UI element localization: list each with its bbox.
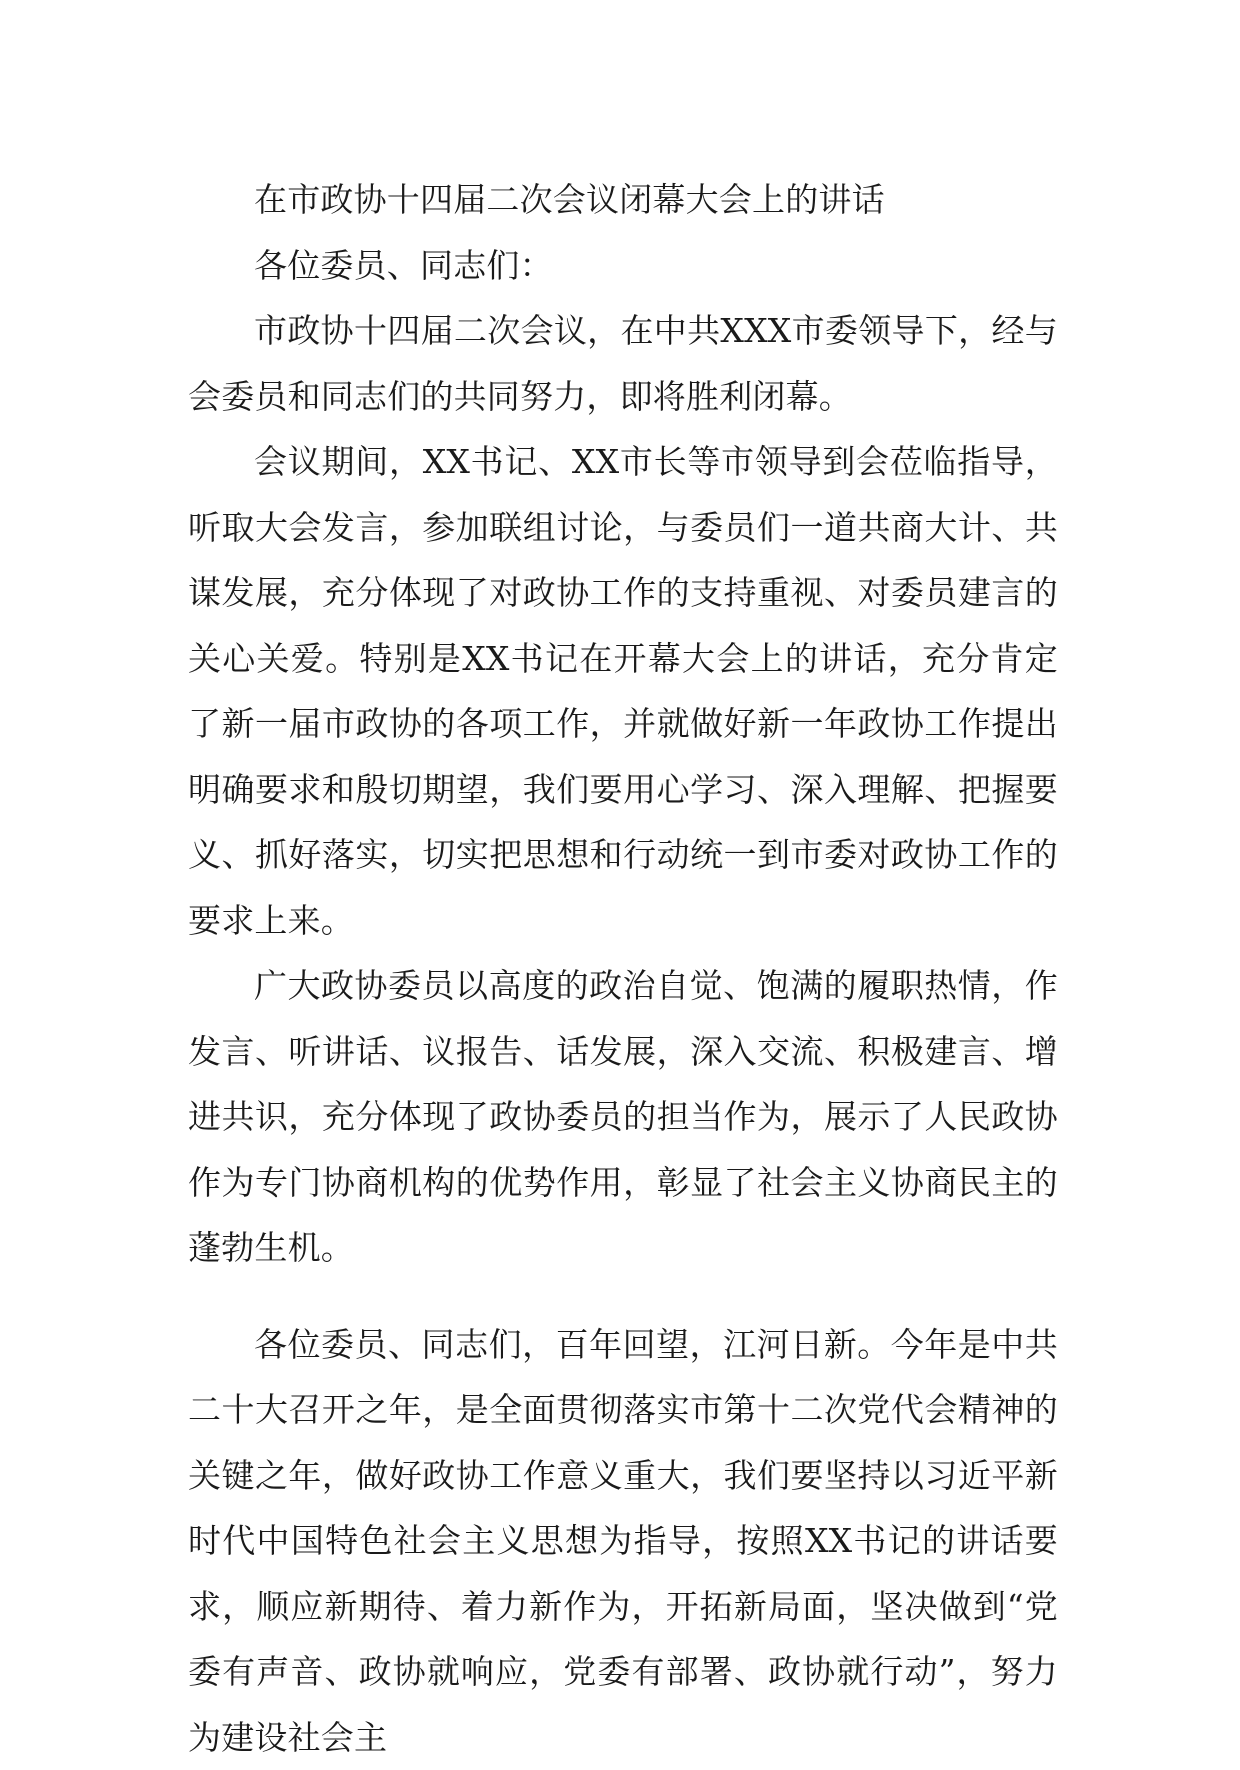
- document-title: 在市政协十四届二次会议闭幕大会上的讲话: [188, 167, 1058, 233]
- paragraph-2: 会议期间，XX书记、XX市长等市领导到会莅临指导，听取大会发言，参加联组讨论，与委员们一道共商大计、共谋发展，充分体现了对政协工作的支持重视、对委员建言的关心关爱。特别是XX书记在开幕大会上的讲话，充分肯定了新一届市政协的各项工作，并就做好新一年政协工作提出明确要求和殷切期望，我们要用心学习、深入理解、把握要义、抓好落实，切实把思想和行动统一到市委对政协工作的要求上来。: [188, 429, 1058, 953]
- salutation: 各位委员、同志们：: [188, 233, 1058, 299]
- document-body: [188, 167, 1058, 1770]
- paragraph-4: 各位委员、同志们，百年回望，江河日新。今年是中共二十大召开之年，是全面贯彻落实市第十二次党代会精神的关键之年，做好政协工作意义重大，我们要坚持以习近平新时代中国特色社会主义思想为指导，按照XX书记的讲话要求，顺应新期待、着力新作为，开拓新局面，坚决做到“党委有声音、政协就响应，党委有部署、政协就行动”，努力为建设社会主: [188, 1312, 1058, 1770]
- paragraph-1: 市政协十四届二次会议，在中共XXX市委领导下，经与会委员和同志们的共同努力，即将胜利闭幕。: [188, 298, 1058, 429]
- paragraph-3: 广大政协委员以高度的政治自觉、饱满的履职热情，作发言、听讲话、议报告、话发展，深入交流、积极建言、增进共识，充分体现了政协委员的担当作为，展示了人民政协作为专门协商机构的优势作用，彰显了社会主义协商民主的蓬勃生机。: [188, 953, 1058, 1281]
